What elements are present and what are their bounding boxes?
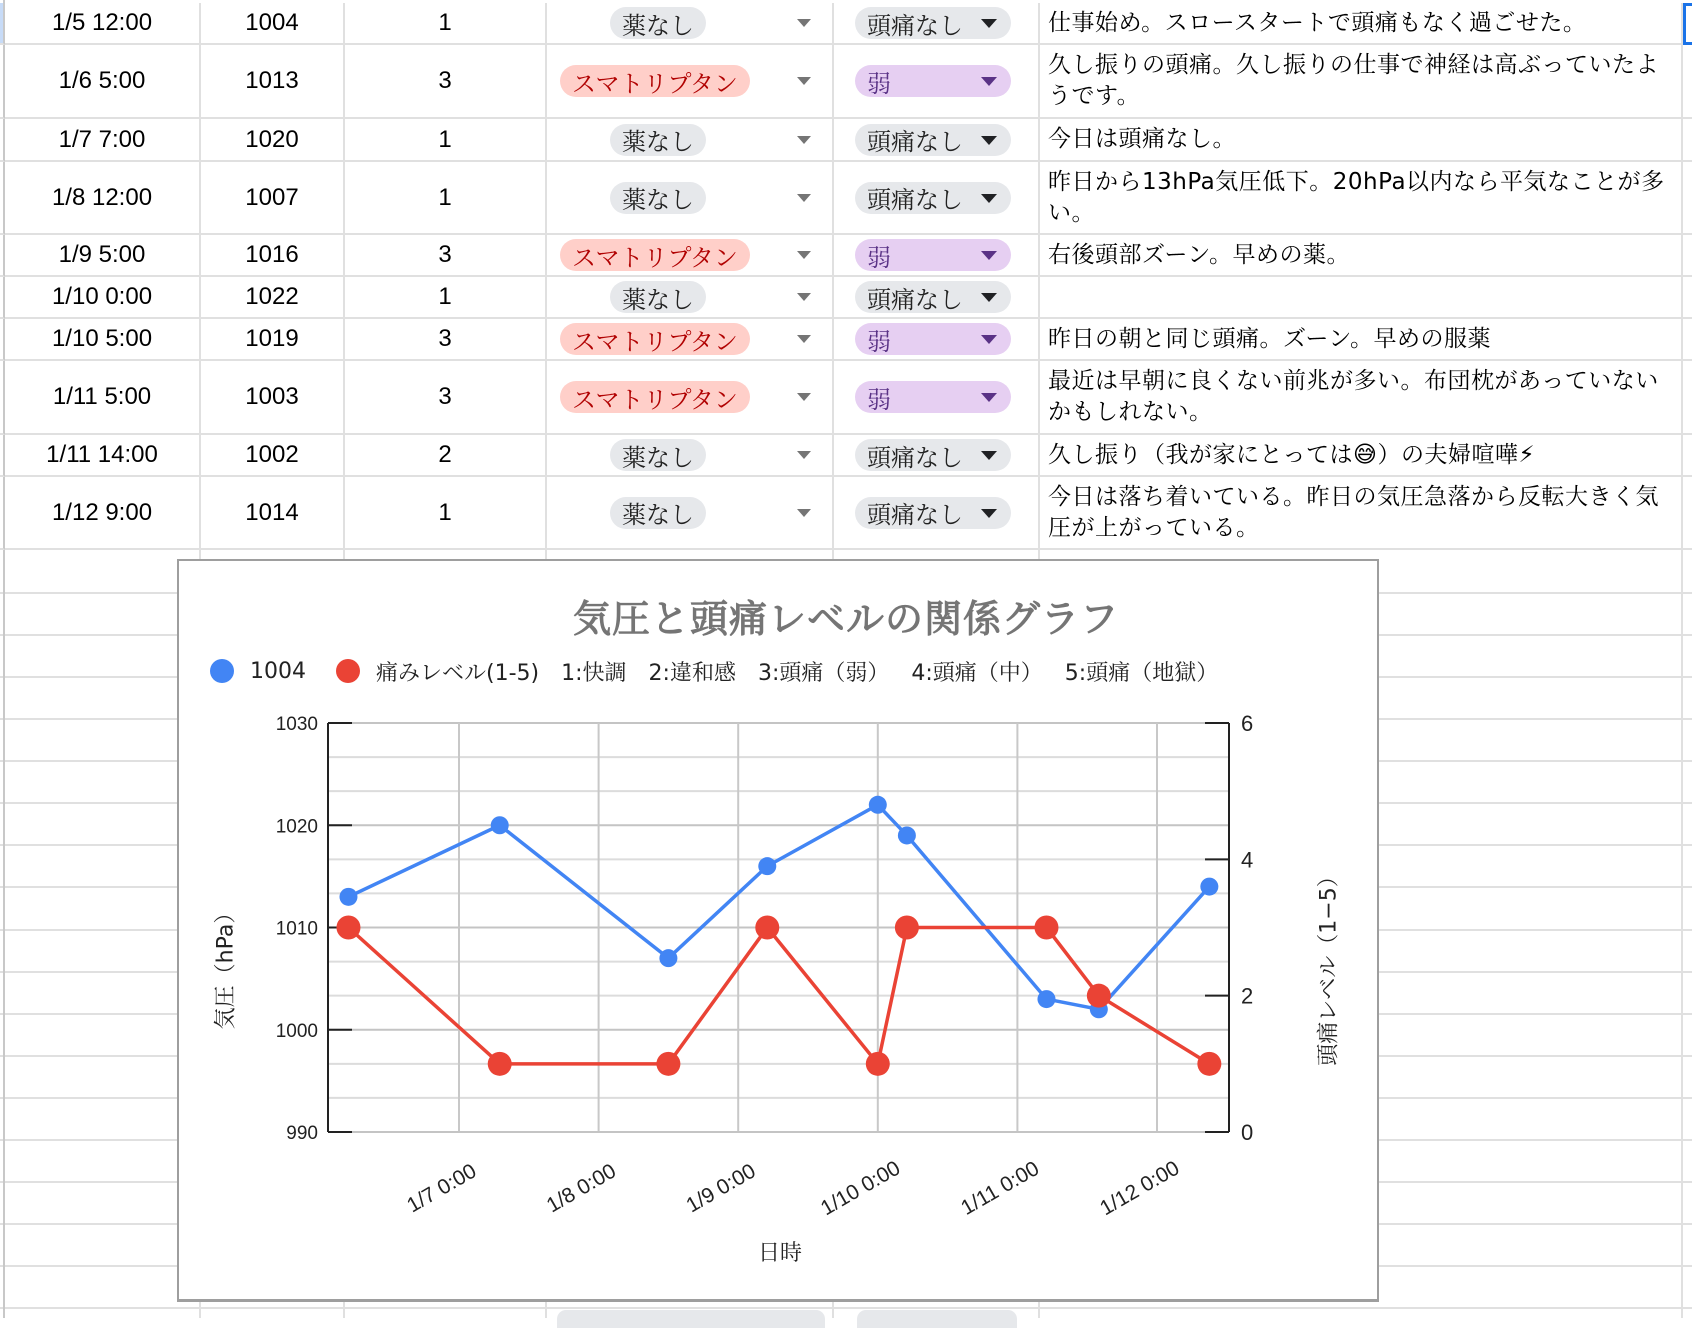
note-text: 仕事始め。スロースタートで頭痛もなく過ごせた。 [1048, 9, 1587, 36]
legend-note: 2:違和感 [648, 660, 736, 686]
note-text: 最近は早朝に良くない前兆が多い。布団枕があっていないかもしれない。 [1048, 368, 1659, 425]
x-tick-label: 1/8 0:00 [542, 1159, 620, 1218]
note-text: 久し振り（我が家にとっては😅）の夫婦喧嘩⚡ [1048, 441, 1536, 468]
pain-level-value: 3 [438, 241, 452, 268]
note-text: 今日は落ち着いている。昨日の気圧急落から反転大きく気圧が上がっている。 [1048, 483, 1659, 541]
data-point[interactable] [1037, 990, 1055, 1008]
pain-level-value: 1 [438, 183, 452, 211]
note-text: 久し振りの頭痛。久し振りの仕事で神経は高ぶっていたようです。 [1048, 52, 1659, 109]
pain-level-value: 1 [438, 498, 452, 526]
medicine-value: スマトリプタン [572, 385, 738, 414]
medicine-value: 薬なし [622, 128, 694, 156]
data-point[interactable] [339, 888, 357, 906]
headache-value: 弱 [867, 327, 891, 356]
pain-level-value: 3 [438, 325, 452, 352]
pressure-value: 1022 [245, 283, 299, 310]
data-point[interactable] [869, 796, 887, 814]
x-tick-label: 1/9 0:00 [682, 1159, 760, 1218]
y2-tick-label: 2 [1241, 983, 1254, 1009]
x-axis-title: 日時 [757, 1241, 802, 1266]
legend-note: 1:快調 [561, 660, 627, 686]
datetime-value: 1/11 5:00 [52, 383, 152, 410]
pressure-value: 1020 [245, 125, 299, 153]
x-tick-label: 1/7 0:00 [403, 1159, 481, 1218]
legend-note: 3:頭痛（弱） [757, 660, 890, 686]
pain-level-value: 1 [438, 9, 452, 36]
datetime-value: 1/11 14:00 [46, 441, 158, 468]
pressure-value: 1014 [245, 498, 299, 526]
data-point[interactable] [758, 857, 776, 875]
y-tick-label: 1010 [275, 918, 318, 940]
datetime-value: 1/10 5:00 [51, 325, 153, 352]
data-point[interactable] [488, 1052, 512, 1076]
data-point[interactable] [336, 916, 360, 940]
y-tick-label: 990 [286, 1123, 318, 1144]
y-axis-right-title: 頭痛レベル（1−5） [1316, 865, 1342, 1066]
pressure-value: 1002 [245, 441, 299, 468]
data-point[interactable] [1200, 878, 1218, 896]
headache-value: 頭痛なし [867, 285, 963, 314]
data-point[interactable] [898, 826, 916, 844]
note-text: 今日は頭痛なし。 [1048, 126, 1236, 152]
y-tick-label: 1030 [275, 714, 318, 735]
medicine-value: 薬なし [622, 501, 694, 529]
legend-label: 1004 [250, 658, 306, 684]
y-axis-left-title: 気圧（hPa） [213, 901, 239, 1030]
note-text: 昨日から13hPa気圧低下。20hPa以内なら平気なことが多い。 [1048, 168, 1665, 226]
pressure-value: 1004 [245, 9, 299, 36]
medicine-value: スマトリプタン [572, 243, 738, 272]
pressure-value: 1016 [245, 241, 299, 268]
legend-note: 5:頭痛（地獄） [1064, 660, 1219, 686]
headache-value: 弱 [867, 385, 891, 414]
datetime-value: 1/12 9:00 [51, 498, 153, 526]
pressure-value: 1019 [245, 325, 299, 352]
data-point[interactable] [659, 949, 677, 967]
headache-value: 頭痛なし [867, 11, 963, 40]
data-point[interactable] [755, 916, 779, 940]
data-point[interactable] [1087, 984, 1111, 1008]
headache-value: 頭痛なし [867, 501, 963, 529]
y2-tick-label: 6 [1241, 711, 1254, 736]
legend-note: 4:頭痛（中） [911, 660, 1043, 686]
datetime-value: 1/8 12:00 [51, 183, 153, 211]
medicine-value: スマトリプタン [572, 69, 738, 98]
headache-value: 頭痛なし [867, 186, 963, 214]
pressure-value: 1013 [245, 67, 299, 94]
pain-level-value: 2 [438, 441, 452, 468]
y-tick-label: 1020 [275, 816, 318, 838]
datetime-value: 1/10 0:00 [51, 283, 153, 310]
pain-level-value: 3 [438, 383, 452, 410]
chart-title: 気圧と頭痛レベルの関係グラフ [572, 597, 1119, 641]
legend-label: 痛みレベル(1-5) [376, 660, 540, 686]
data-point[interactable] [491, 816, 509, 834]
pain-level-value: 1 [438, 283, 452, 310]
x-tick-label: 1/11 0:00 [957, 1156, 1044, 1220]
x-tick-label: 1/10 0:00 [816, 1156, 905, 1221]
y-tick-label: 1000 [275, 1020, 318, 1042]
headache-value: 頭痛なし [867, 443, 963, 472]
medicine-value: 薬なし [622, 186, 694, 214]
medicine-value: 薬なし [622, 443, 694, 472]
y2-tick-label: 0 [1241, 1120, 1254, 1145]
data-point[interactable] [1034, 916, 1058, 940]
medicine-value: 薬なし [622, 285, 694, 314]
headache-value: 弱 [867, 69, 891, 98]
headache-value: 頭痛なし [867, 128, 963, 156]
datetime-value: 1/7 7:00 [58, 125, 146, 153]
medicine-value: スマトリプタン [572, 327, 738, 356]
note-text: 昨日の朝と同じ頭痛。ズーン。早めの服薬 [1048, 325, 1492, 352]
y2-tick-label: 4 [1241, 847, 1254, 873]
data-point[interactable] [866, 1052, 890, 1076]
pain-level-value: 1 [438, 125, 452, 153]
pressure-value: 1003 [245, 383, 299, 410]
datetime-value: 1/6 5:00 [58, 67, 146, 94]
medicine-value: 薬なし [622, 11, 694, 40]
x-tick-label: 1/12 0:00 [1096, 1156, 1184, 1221]
pain-level-value: 3 [438, 67, 452, 94]
headache-value: 弱 [867, 243, 891, 272]
data-point[interactable] [895, 916, 919, 940]
data-point[interactable] [1197, 1052, 1221, 1076]
series-line-pressure [348, 805, 1209, 1010]
pressure-value: 1007 [245, 183, 299, 211]
data-point[interactable] [656, 1052, 680, 1076]
note-text: 右後頭部ズーン。早めの薬。 [1048, 241, 1351, 268]
datetime-value: 1/5 12:00 [51, 9, 153, 36]
datetime-value: 1/9 5:00 [58, 241, 146, 268]
